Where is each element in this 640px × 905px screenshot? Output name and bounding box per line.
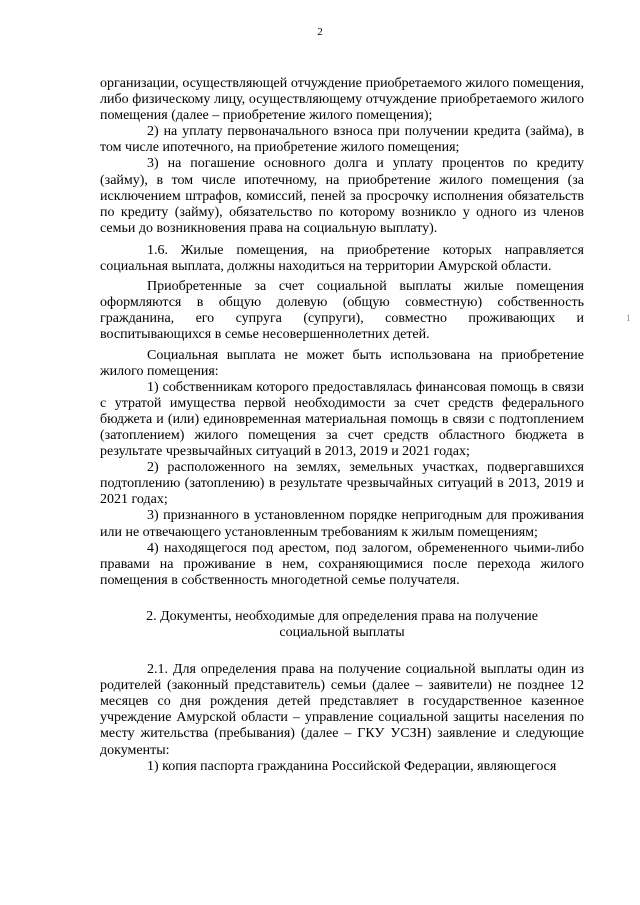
paragraph-ownership: Приобретенные за счет социальной выплаты жилые помещения оформляются в общую долевую (общую совместную) собственность гражданина, его супруга (супруги), совместно проживающих и воспитывающихся в семье несовершеннолетних детей. (100, 279, 584, 343)
restriction-item-4: 4) находящегося под арестом, под залогом, обремененного чьими-либо правами на проживание в нем, сохраняющимися после перехода жилого помещения в собственность многодетной семье получателя. (100, 540, 584, 588)
section-heading-line1: 2. Документы, необходимые для определения права на получение (146, 608, 538, 624)
paragraph-item-2: 2) на уплату первоначального взноса при получении кредита (займа), в том числе ипотечного, на приобретение жилого помещения; (100, 124, 584, 156)
paragraph-continuation: организации, осуществляющей отчуждение приобретаемого жилого помещения, либо физическому лицу, осуществляющему отчуждение приобретаемого жилого помещения (далее – приобретение жилого помещения); (100, 76, 584, 124)
restriction-item-1: 1) собственникам которого предоставлялась финансовая помощь в связи с утратой имущества первой необходимости за счет средств федерального бюджета и (или) единовременная материальная помощь в связи с подтоплением (затоплением) жилого помещения за счет средств областного бюджета в результате чрезвычайных ситуаций в 2013, 2019 и 2021 годах; (100, 379, 584, 460)
margin-mark: 1 (626, 313, 631, 323)
section-heading (100, 609, 584, 641)
paragraph-item-3: 3) на погашение основного долга и уплату процентов по кредиту (займу), в том числе ипотечному, на приобретение жилого помещения (за исключением штрафов, комиссий, пеней за просрочку исполнения обязательств по кредиту (займу), обязательство по которому возникло у одного из членов семьи до возникновения права на социальную выплату). (100, 156, 584, 236)
paragraph-2-1: 2.1. Для определения права на получение социальной выплаты один из родителей (законный представитель) семьи (далее – заявители) не позднее 12 месяцев со дня рождения детей представляет в государственное казенное учреждение Амурской области – управление социальной защиты населения по месту жительства (пребывания) (далее – ГКУ УСЗН) заявление и следующие документы: (100, 662, 584, 758)
paragraph-restrictions: Социальная выплата не может быть использована на приобретение жилого помещения: (100, 347, 584, 379)
document-body (100, 76, 584, 775)
page-number: 2 (317, 26, 323, 38)
restriction-item-2: 2) расположенного на землях, земельных участках, подвергавшихся подтоплению (затоплению) в результате чрезвычайных ситуаций в 2013, 2019 и 2021 годах; (100, 460, 584, 508)
document-item-1: 1) копия паспорта гражданина Российской Федерации, являющегося (147, 758, 557, 774)
paragraph-1-6: 1.6. Жилые помещения, на приобретение которых направляется социальная выплата, должны находиться на территории Амурской области. (100, 242, 584, 275)
restriction-item-3: 3) признанного в установленном порядке непригодным для проживания или не отвечающего установленным требованиям к жилым помещениям; (100, 508, 584, 540)
section-heading-line2: социальной выплаты (279, 625, 405, 640)
